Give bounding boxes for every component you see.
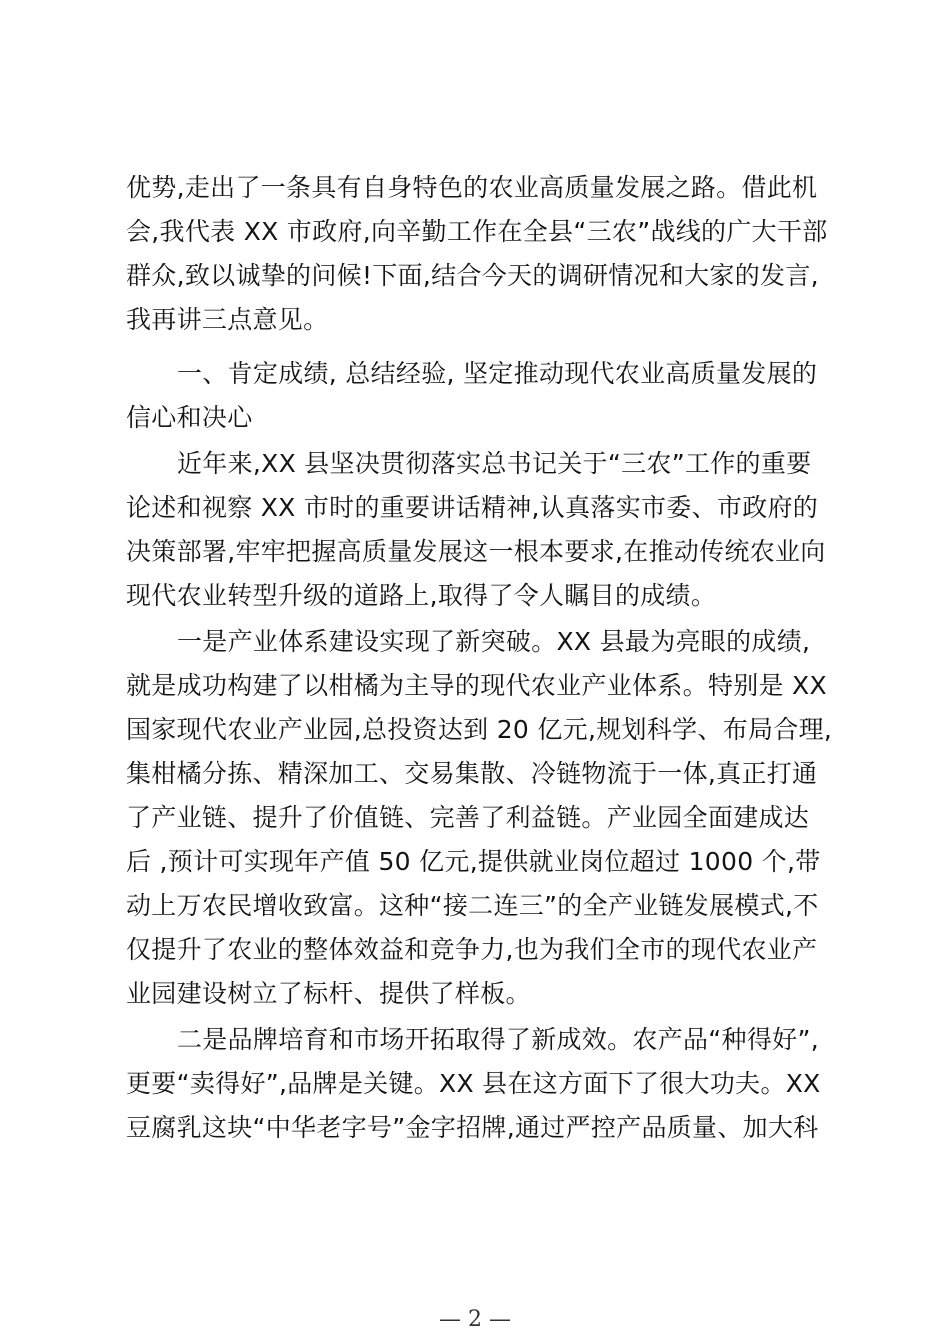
text-line: 了产业链、提升了价值链、完善了利益链。产业园全面建成达 xyxy=(126,803,810,832)
text-line: 优势,走出了一条具有自身特色的农业高质量发展之路。借此机 xyxy=(126,173,818,202)
text-line: 后 ,预计可实现年产值 50 亿元,提供就业岗位超过 1000 个,带 xyxy=(126,847,821,876)
text-line: 二是品牌培育和市场开拓取得了新成效。农产品“种得好”, xyxy=(177,1025,819,1054)
text-line: 决策部署,牢牢把握高质量发展这一根本要求,在推动传统农业向 xyxy=(126,537,826,566)
section-heading: 一、肯定成绩, 总结经验, 坚定推动现代农业高质量发展的 xyxy=(177,359,818,388)
text-line: 我再讲三点意见。 xyxy=(126,305,329,334)
text-line: 动上万农民增收致富。这种“接二连三”的全产业链发展模式,不 xyxy=(126,891,819,920)
text-line: 会,我代表 XX 市政府,向辛勤工作在全县“三农”战线的广大干部 xyxy=(126,217,828,246)
text-line: 就是成功构建了以柑橘为主导的现代农业产业体系。特别是 XX xyxy=(126,671,827,700)
page-number: — 2 — xyxy=(439,1307,511,1332)
text-line: 现代农业转型升级的道路上,取得了令人瞩目的成绩。 xyxy=(126,581,717,610)
text-line: 群众,致以诚挚的问候!下面,结合今天的调研情况和大家的发言, xyxy=(126,261,819,290)
text-line: 仅提升了农业的整体效益和竞争力,也为我们全市的现代农业产 xyxy=(126,935,818,964)
text-line: 豆腐乳这块“中华老字号”金字招牌,通过严控产品质量、加大科 xyxy=(126,1113,819,1142)
text-line: 业园建设树立了标杆、提供了样板。 xyxy=(126,979,531,1008)
text-line: 更要“卖得好”,品牌是关键。XX 县在这方面下了很大功夫。XX xyxy=(126,1069,821,1098)
text-line: 集柑橘分拣、精深加工、交易集散、冷链物流于一体,真正打通 xyxy=(126,759,818,788)
text-line: 论述和视察 XX 市时的重要讲话精神,认真落实市委、市政府的 xyxy=(126,493,819,522)
text-line: 一是产业体系建设实现了新突破。XX 县最为亮眼的成绩, xyxy=(177,627,811,656)
text-line: 近年来,XX 县坚决贯彻落实总书记关于“三农”工作的重要 xyxy=(177,449,812,478)
text-line: 国家现代农业产业园,总投资达到 20 亿元,规划科学、布局合理, xyxy=(126,715,833,744)
section-heading: 信心和决心 xyxy=(126,403,253,432)
